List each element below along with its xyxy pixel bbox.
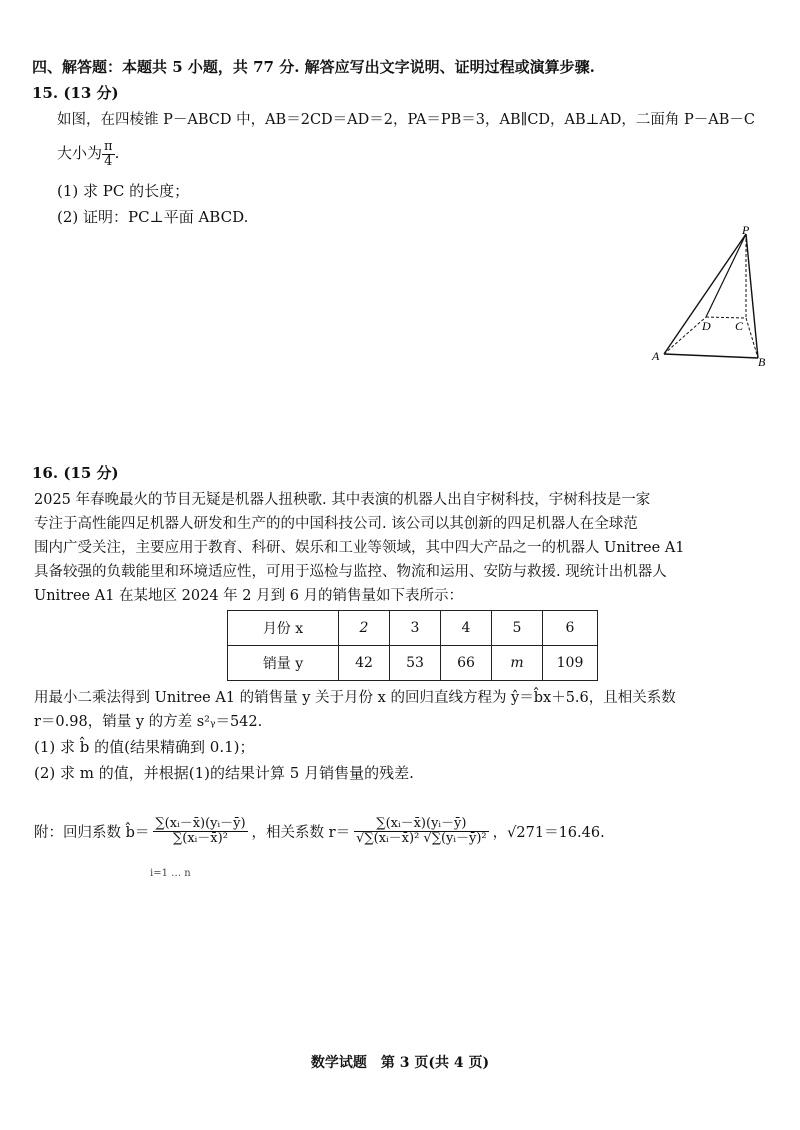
q15-angle-den: 4 — [104, 153, 113, 169]
r-denominator: √∑(xᵢ－x̄)² √∑(yᵢ－ȳ)² — [356, 830, 487, 846]
sum-limits-note: i=1 … n — [150, 868, 191, 879]
q15-angle-prefix: 大小为 — [57, 144, 103, 163]
table-cell: m — [492, 646, 543, 681]
q16-part1: (1) 求 b̂ 的值(结果精确到 0.1)； — [34, 738, 255, 756]
table-cell: 42 — [339, 646, 390, 681]
q16-para-line-5: Unitree A1 在某地区 2024 年 2 月到 6 月的销售量如下表所示： — [34, 588, 464, 604]
q16-heading — [32, 462, 119, 483]
table-header-cell: 月份 x — [228, 611, 339, 646]
b-hat-fraction — [153, 817, 247, 845]
edge-PA — [664, 234, 746, 354]
q15-stem-line2 — [57, 140, 119, 168]
q15-number: 15. — [32, 84, 59, 102]
q15-points: (13 分) — [63, 84, 119, 102]
q16-after-line-2: r＝0.98，销量 y 的方差 s²ᵧ＝542. — [34, 714, 263, 730]
edge-DC — [706, 317, 746, 318]
q16-points: (15 分) — [63, 464, 119, 482]
label-D: D — [702, 319, 711, 333]
table-cell: 53 — [390, 646, 441, 681]
table-cell: 3 — [390, 611, 441, 646]
label-B: B — [758, 355, 766, 369]
q15-heading — [32, 82, 119, 103]
q15-part2: (2) 证明：PC⊥平面 ABCD. — [57, 208, 249, 226]
b-hat-denominator: ∑(xᵢ－x̄)² — [173, 830, 228, 846]
table-cell: 66 — [441, 646, 492, 681]
table-row — [228, 611, 598, 646]
q16-para-line-4: 具备较强的负载能里和环境适应性，可用于巡检与监控、物流和运用、安防与救援. 现统计出机器人 — [34, 564, 667, 580]
q16-part2: (2) 求 m 的值，并根据(1)的结果计算 5 月销售量的残差. — [34, 764, 414, 782]
pyramid-figure — [650, 222, 770, 372]
appendix-mid: ，相关系数 r＝ — [251, 824, 351, 841]
table-row — [228, 646, 598, 681]
q15-stem-line1: 如图，在四棱锥 P－ABCD 中，AB＝2CD＝AD＝2，PA＝PB＝3，AB∥CD，AB⊥AD，二面角 P－AB－C — [57, 112, 756, 128]
q16-para-line-3: 围内广受关注，主要应用于教育、科研、娱乐和工业等领域，其中四大产品之一的机器人 Unitree A1 — [34, 540, 685, 556]
table-cell: 2 — [339, 611, 390, 646]
q15-angle-fraction — [102, 140, 115, 168]
q15-angle-suffix: . — [114, 144, 120, 163]
table-cell: 4 — [441, 611, 492, 646]
table-header-cell: 销量 y — [228, 646, 339, 681]
table-cell: 109 — [543, 646, 598, 681]
section-header: 四、解答题：本题共 5 小题，共 77 分. 解答应写出文字说明、证明过程或演算步骤. — [32, 58, 595, 76]
b-hat-numerator: ∑(xᵢ－x̄)(yᵢ－ȳ) — [155, 815, 246, 831]
r-numerator: ∑(xᵢ－x̄)(yᵢ－ȳ) — [354, 817, 489, 832]
q16-number: 16. — [32, 464, 59, 482]
r-fraction — [354, 817, 489, 845]
q16-after-line-1: 用最小二乘法得到 Unitree A1 的销售量 y 关于月份 x 的回归直线方程为 ŷ＝b̂x＋5.6，且相关系数 — [34, 690, 676, 706]
label-P: P — [742, 223, 750, 237]
edge-AB — [664, 354, 758, 358]
q16-para-line-1: 2025 年春晚最火的节目无疑是机器人扭秧歌. 其中表演的机器人出自宇树科技，宇树科技是一家 — [34, 492, 651, 508]
table-cell: 5 — [492, 611, 543, 646]
sales-table — [227, 610, 598, 681]
q16-para-line-2: 专注于高性能四足机器人研发和生产的的中国科技公司. 该公司以其创新的四足机器人在全球范 — [34, 516, 638, 532]
appendix-suffix: ，√271＝16.46. — [492, 824, 605, 841]
edge-PD — [706, 234, 746, 317]
page-footer: 数学试题 第 3 页(共 4 页) — [310, 1055, 490, 1071]
table-cell: 6 — [543, 611, 598, 646]
q15-angle-num: π — [104, 139, 113, 154]
q16-appendix — [34, 796, 605, 866]
label-A: A — [652, 349, 660, 363]
label-C: C — [735, 319, 744, 333]
q15-part1: (1) 求 PC 的长度； — [57, 182, 190, 200]
appendix-prefix: 附：回归系数 b̂＝ — [34, 824, 150, 841]
